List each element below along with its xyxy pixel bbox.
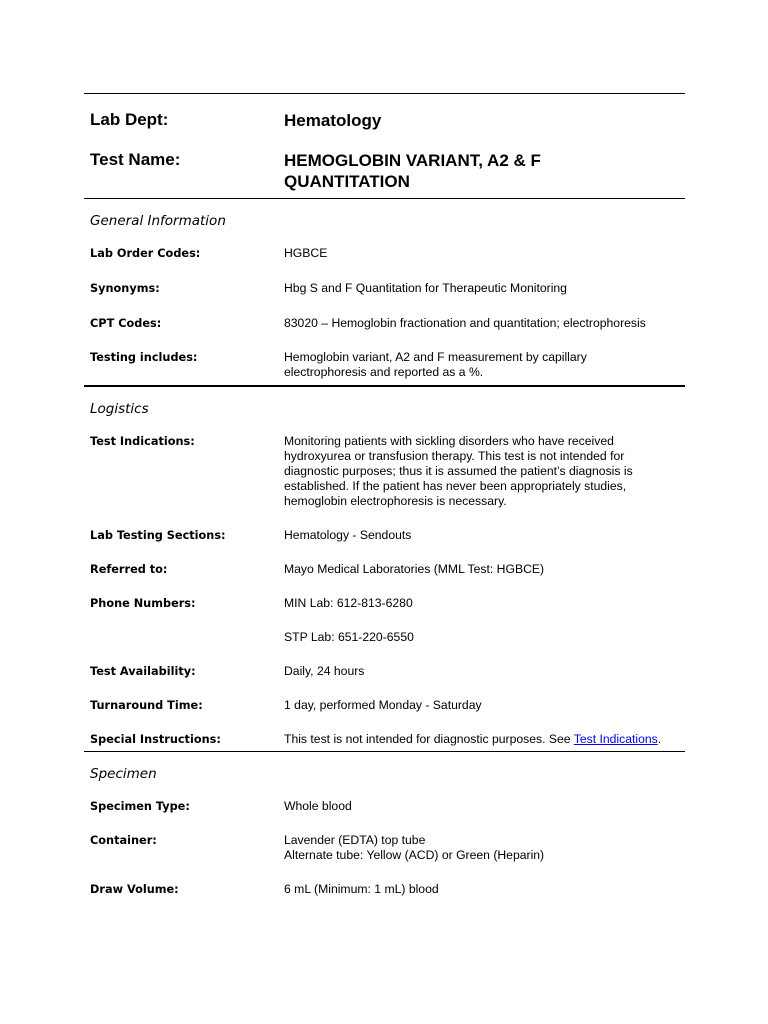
field-value xyxy=(284,350,685,380)
test-name-line: QUANTITATION xyxy=(284,172,410,191)
field-value: Hematology - Sendouts xyxy=(284,528,412,542)
section-title-specimen: Specimen xyxy=(90,766,157,782)
document-page xyxy=(84,93,685,897)
field-value xyxy=(284,833,685,863)
special-end: . xyxy=(657,732,662,746)
field-label: Phone Numbers: xyxy=(90,597,196,610)
field-label: Specimen Type: xyxy=(90,800,190,813)
value-line: Lavender (EDTA) top tube xyxy=(284,833,426,847)
field-row-test-indications xyxy=(84,434,685,509)
field-row-lab-testing-sections xyxy=(84,528,685,543)
value-line: diagnostic purposes; thus it is assumed the patient’s diagnosis is xyxy=(284,464,633,478)
field-row-referred-to xyxy=(84,562,685,577)
field-label: CPT Codes: xyxy=(90,317,162,330)
phone-stp: STP Lab: 651-220-6550 xyxy=(284,630,414,644)
field-row-phone-numbers xyxy=(84,596,685,645)
top-rule xyxy=(84,93,685,94)
section-rule xyxy=(84,198,685,199)
field-row-cpt-codes xyxy=(84,316,685,331)
field-row-testing-includes xyxy=(84,350,685,380)
lab-dept-value: Hematology xyxy=(284,111,382,130)
field-value: Mayo Medical Laboratories (MML Test: HGBCE) xyxy=(284,562,545,576)
value-line: Alternate tube: Yellow (ACD) or Green (Heparin) xyxy=(284,848,545,862)
field-label: Draw Volume: xyxy=(90,883,179,896)
value-line: Monitoring patients with sickling disorders who have received xyxy=(284,434,614,448)
field-value xyxy=(284,434,685,509)
section-title-logistics: Logistics xyxy=(90,401,149,417)
field-label: Special Instructions: xyxy=(90,733,221,746)
field-row-specimen-type xyxy=(84,799,685,814)
test-name-value xyxy=(284,150,685,192)
field-row-turnaround-time xyxy=(84,698,685,713)
special-text: This test is not intended for diagnostic purposes. See xyxy=(284,732,574,746)
field-value: 6 mL (Minimum: 1 mL) blood xyxy=(284,882,439,896)
field-value: Hbg S and F Quantitation for Therapeutic Monitoring xyxy=(284,281,567,295)
field-label: Container: xyxy=(90,834,157,847)
field-label: Lab Order Codes: xyxy=(90,247,201,260)
lab-dept-row xyxy=(84,110,685,131)
lab-dept-label: Lab Dept: xyxy=(90,110,169,129)
field-row-draw-volume xyxy=(84,882,685,897)
test-name-line: HEMOGLOBIN VARIANT, A2 & F xyxy=(284,151,541,170)
value-line: Hemoglobin variant, A2 and F measurement by capillary xyxy=(284,350,587,364)
field-value: 83020 – Hemoglobin fractionation and quantitation; electrophoresis xyxy=(284,316,646,330)
field-row-container xyxy=(84,833,685,863)
value-line: hydroxyurea or transfusion therapy. This test is not intended for xyxy=(284,449,625,463)
field-row-test-availability xyxy=(84,664,685,679)
field-label: Test Availability: xyxy=(90,665,196,678)
value-line: hemoglobin electrophoresis is necessary. xyxy=(284,494,507,508)
phone-min: MIN Lab: 612-813-6280 xyxy=(284,596,413,610)
field-row-synonyms xyxy=(84,281,685,296)
field-value xyxy=(284,596,685,645)
section-rule xyxy=(84,751,685,752)
section-rule xyxy=(84,385,685,387)
field-row-special-instructions xyxy=(84,732,685,747)
value-line: established. If the patient has never been appropriately studies, xyxy=(284,479,627,493)
field-value: Daily, 24 hours xyxy=(284,664,365,678)
test-name-label: Test Name: xyxy=(90,150,181,169)
field-label: Synonyms: xyxy=(90,282,160,295)
field-label: Testing includes: xyxy=(90,351,198,364)
field-value: 1 day, performed Monday - Saturday xyxy=(284,698,482,712)
field-label: Test Indications: xyxy=(90,435,195,448)
field-value: HGBCE xyxy=(284,246,328,260)
field-row-lab-order-codes xyxy=(84,246,685,261)
field-label: Lab Testing Sections: xyxy=(90,529,226,542)
field-label: Referred to: xyxy=(90,563,168,576)
field-label: Turnaround Time: xyxy=(90,699,203,712)
section-title-general: General Information xyxy=(90,213,226,229)
field-value: Whole blood xyxy=(284,799,352,813)
test-indications-link[interactable]: Test Indications xyxy=(573,732,658,746)
field-value xyxy=(284,732,685,747)
value-line: electrophoresis and reported as a %. xyxy=(284,365,484,379)
test-name-row xyxy=(84,150,685,192)
